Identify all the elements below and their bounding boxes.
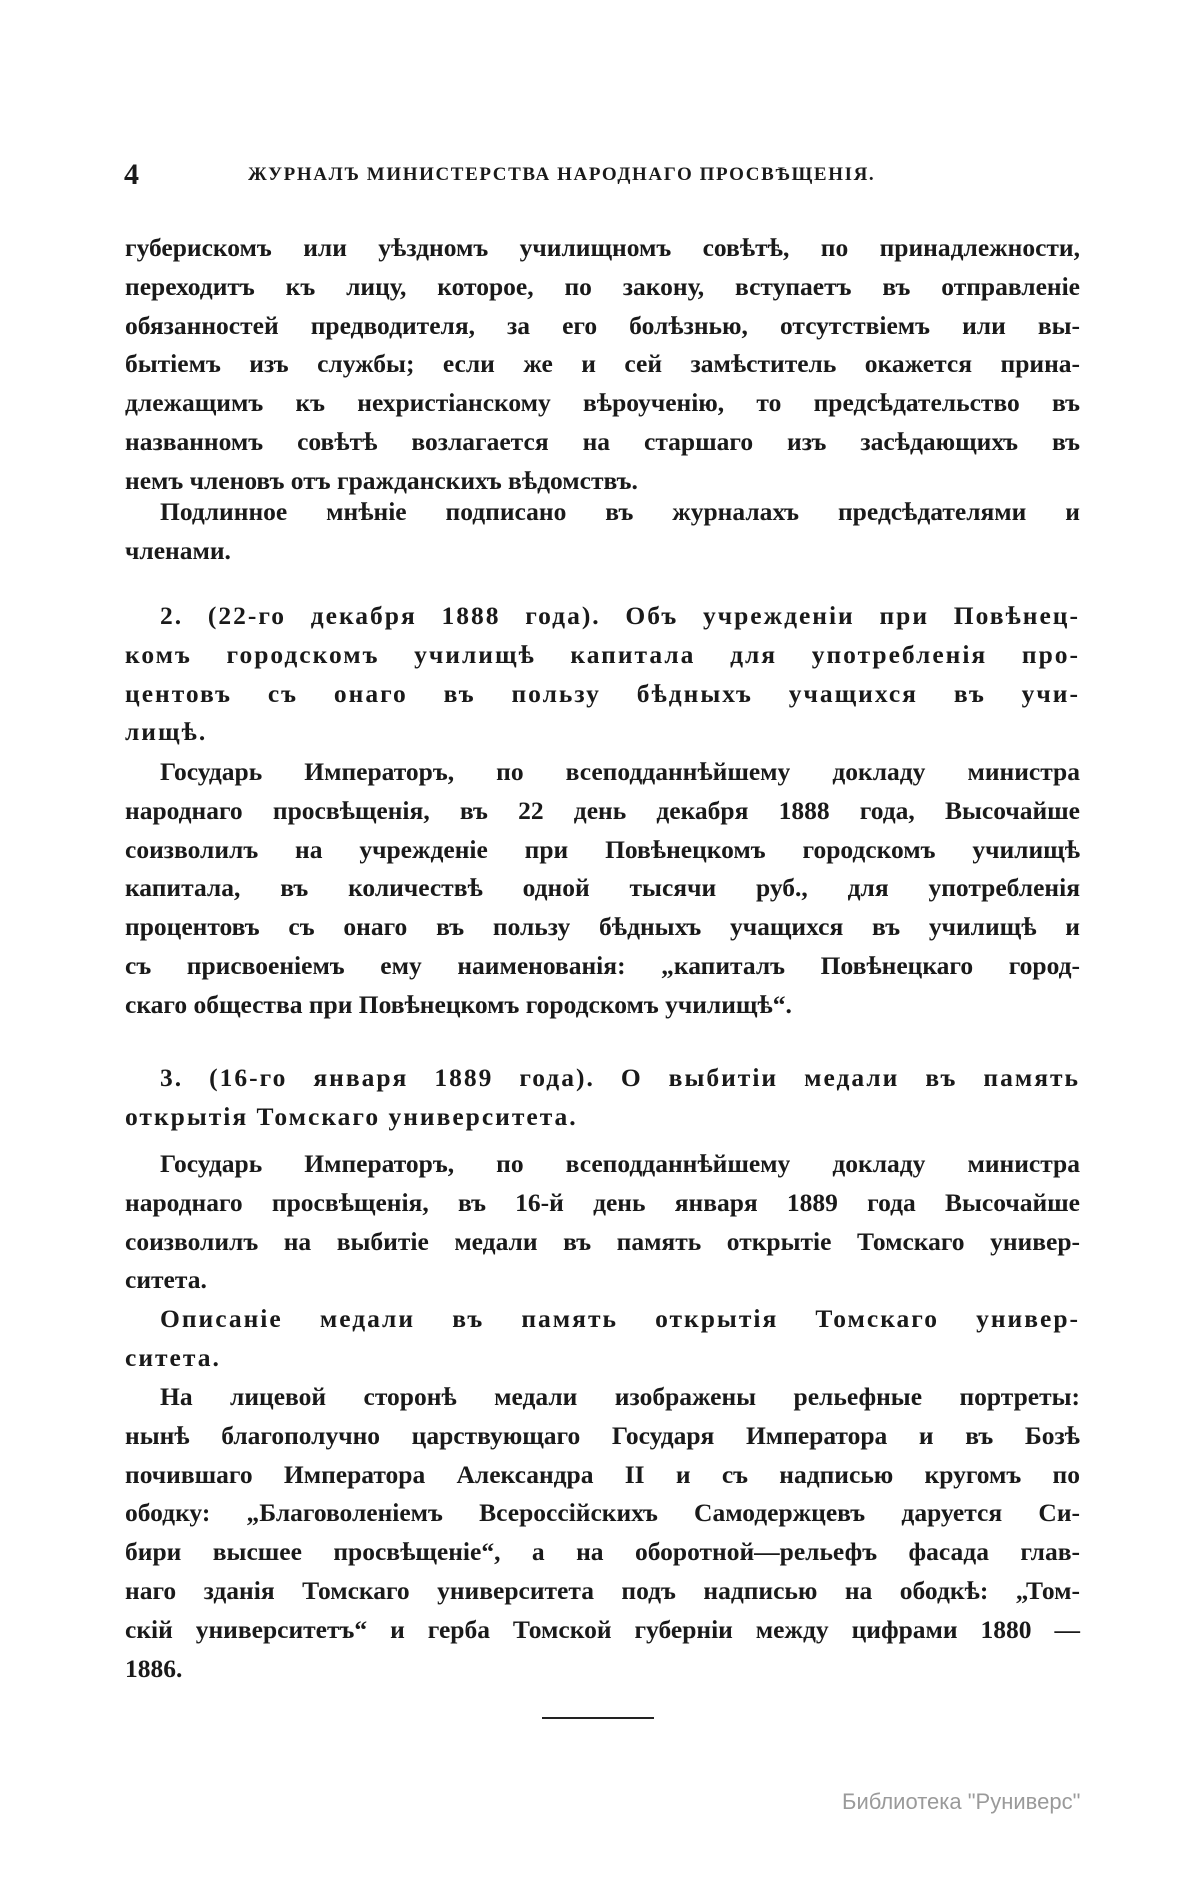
text-line: губерискомъ или уѣздномъ училищномъ совѣтѣ, по принадлежности, [125,233,1080,262]
text-line: ободку: „Благоволеніемъ Всероссійскихъ Самодержцевъ даруется Си- [125,1498,1080,1528]
text-line: обязанностей предводителя, за его болѣзнью, отсутствіемъ или вы- [125,310,1080,340]
text-line: народнаго просвѣщенія, въ 16-й день января 1889 года Высочайше [125,1187,1080,1217]
text-line: лищѣ. [125,717,208,747]
library-watermark: Библиотека "Руниверс" [842,1789,1081,1814]
text-line: бытіемъ изъ службы; если же и сей замѣститель окажется прина- [125,349,1080,379]
text-line: капитала, въ количествѣ одной тысячи руб., для употребленія [125,873,1080,903]
text-line: народнаго просвѣщенія, въ 22 день декабря 1888 года, Высочайше [125,795,1080,825]
text-line: Государь Императоръ, по всеподданнѣйшему докладу министра [160,757,1080,786]
text-line: 2. (22-го декабря 1888 года). Объ учрежденіи при Повѣнец- [160,601,1080,630]
text-line: наго зданія Томскаго университета подъ надписью на ободкѣ: „Том- [125,1576,1080,1605]
text-line: скаго общества при Повѣнецкомъ городскомъ училищѣ“. [125,989,792,1019]
text-line: длежащимъ къ нехристіанскому вѣроученію, то предсѣдательство въ [125,388,1080,418]
text-line: нынѣ благополучно царствующаго Государя Императора и въ Бозѣ [125,1420,1080,1450]
text-line: На лицевой сторонѣ медали изображены рельефные портреты: [160,1382,1080,1411]
text-line: членами. [125,535,231,565]
text-line: открытія Томскаго университета. [125,1101,578,1131]
text-line: центовъ съ онаго въ пользу бѣдныхъ учащихся въ учи- [125,678,1080,708]
text-line: 3. (16-го января 1889 года). О выбитіи медали въ память [160,1063,1080,1092]
text-line: бири высшее просвѣщеніе“, а на оборотной—рельефъ фасада глав- [125,1537,1080,1567]
text-line: Государь Императоръ, по всеподданнѣйшему докладу министра [160,1149,1080,1178]
text-line: немъ членовъ отъ гражданскихъ вѣдомствъ. [125,465,638,495]
text-line: ситета. [125,1342,221,1372]
text-line: соизволилъ на выбитіе медали въ память открытіе Томскаго универ- [125,1226,1080,1256]
text-line: комъ городскомъ училищѣ капитала для употребленія про- [125,639,1080,669]
text-line: Описаніе медали въ память открытія Томскаго универ- [160,1304,1080,1333]
text-line: Подлинное мнѣніе подписано въ журналахъ предсѣдателями и [160,497,1080,526]
text-line: съ присвоеніемъ ему наименованія: „капиталъ Повѣнецкаго город- [125,951,1080,980]
text-line: соизволилъ на учрежденіе при Повѣнецкомъ городскомъ училищѣ [125,834,1080,864]
text-line: почившаго Императора Александра II и съ надписью кругомъ по [125,1459,1080,1489]
end-divider [542,1717,654,1719]
text-line: 1886. [125,1653,183,1683]
text-line: переходитъ къ лицу, которое, по закону, вступаетъ въ отправленіе [125,271,1080,301]
page-number: 4 [124,158,139,191]
text-line: скій университетъ“ и герба Томской губерніи между цифрами 1880 — [125,1614,1080,1644]
text-line: процентовъ съ онаго въ пользу бѣдныхъ учащихся въ училищѣ и [125,912,1080,942]
running-title: ЖУРНАЛЪ МИНИСТЕРСТВА НАРОДНАГО ПРОСВѢЩЕНІЯ. [248,164,876,185]
text-line: ситета. [125,1265,207,1295]
text-line: названномъ совѣтѣ возлагается на старшаго изъ засѣдающихъ въ [125,427,1080,456]
